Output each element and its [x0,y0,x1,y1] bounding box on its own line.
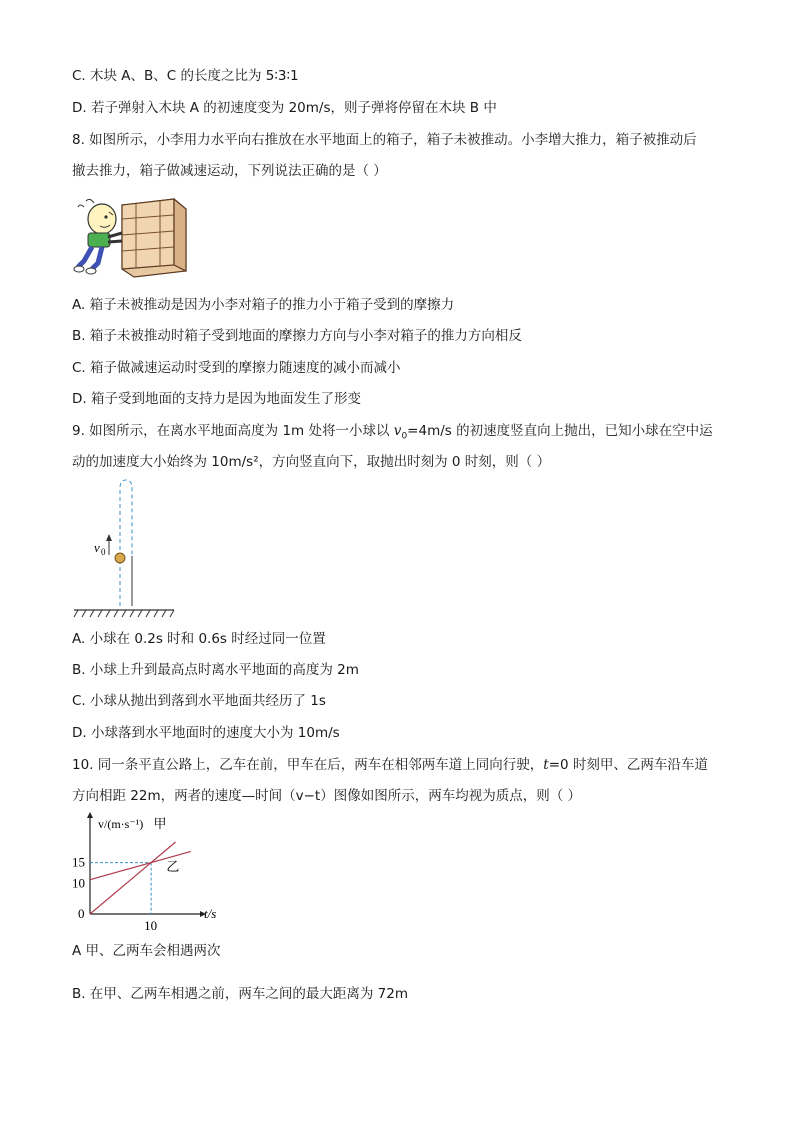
q8-push-box-illustration [74,195,194,277]
y-tick-label: 15 [72,854,85,870]
q8-option-d: D. 箱子受到地面的支持力是因为地面发生了形变 [72,391,361,407]
y-axis-label: v/(m·s⁻¹) [98,817,144,831]
y-axis-arrow-icon [87,812,93,818]
series-label-2: 乙 [166,859,180,875]
q7-option-d: D. 若子弹射入木块 A 的初速度变为 20m/s，则子弹将停留在木块 B 中 [72,100,497,116]
x-tick-label: 10 [144,918,158,933]
q9-option-a: A. 小球在 0.2s 时和 0.6s 时经过同一位置 [72,631,326,647]
q8-option-b: B. 箱子未被推动时箱子受到地面的摩擦力方向与小李对箱子的推力方向相反 [72,328,522,344]
q7-option-c: C. 木块 A、B、C 的长度之比为 5∶3∶1 [72,68,299,84]
q9-projectile-figure [74,478,184,620]
q10-vt-chart [70,812,230,933]
series-label-1: 甲 [153,816,167,831]
q9-stem-line1: 9. 如图所示，在离水平地面高度为 1m 处将一小球以 $v_0=4m/s$ 的初速度竖直向上抛出，已知小球在空中运 [72,423,713,442]
q10-stem-line2: 方向相距 22m，两者的速度—时间（v−t）图像如图所示，两车均视为质点，则（ ） [72,788,582,804]
q9-option-d: D. 小球落到水平地面时的速度大小为 10m/s [72,725,340,741]
q8-option-a: A. 箱子未被推动是因为小李对箱子的推力小于箱子受到的摩擦力 [72,297,455,313]
q10-option-b: B. 在甲、乙两车相遇之前，两车之间的最大距离为 72m [72,986,408,1002]
q9-option-c: C. 小球从抛出到落到水平地面共经历了 1s [72,693,326,709]
origin-label: 0 [78,906,85,921]
series-line-1 [90,842,176,914]
q8-option-c: C. 箱子做减速运动时受到的摩擦力随速度的减小而减小 [72,360,401,376]
crate-icon [122,199,186,277]
figure-label-v: v [94,540,100,555]
figure-label-v-sub: 0 [101,547,106,557]
person-pushing-icon [74,199,122,274]
y-tick-label: 10 [72,875,85,891]
q8-stem-line2: 撤去推力，箱子做减速运动，下列说法正确的是（ ） [72,163,387,179]
ball-icon [115,553,125,563]
q8-stem-line1: 8. 如图所示，小李用力水平向右推放在水平地面上的箱子，箱子未被推动。小李增大推力，箱子被推动后 [72,132,697,148]
arrow-up-icon [106,534,112,541]
q10-stem-line1: 10. 同一条平直公路上，乙车在前，甲车在后，两车在相邻两车道上同向行驶，t=0 时刻甲、乙两车沿车道 [72,757,708,773]
q10-option-a: A 甲、乙两车会相遇两次 [72,943,221,959]
q9-option-b: B. 小球上升到最高点时离水平地面的高度为 2m [72,662,359,678]
x-axis-label: t/s [204,906,217,921]
q9-stem-line2: 动的加速度大小始终为 10m/s²，方向竖直向下，取抛出时刻为 0 时刻，则（ ） [72,454,551,470]
